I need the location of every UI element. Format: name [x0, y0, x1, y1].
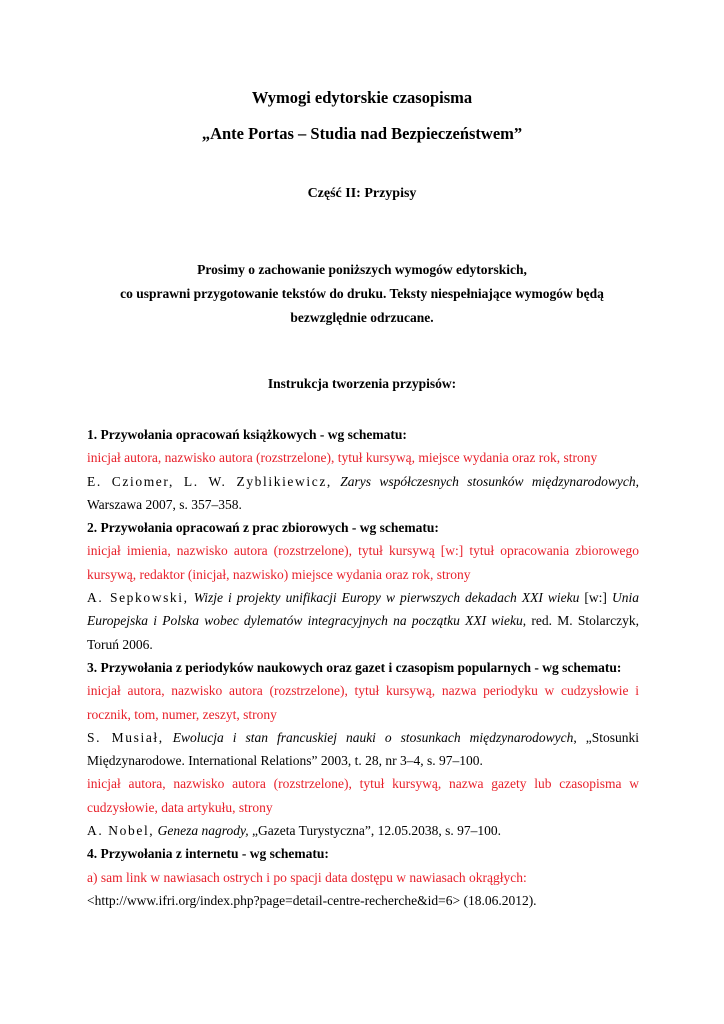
- section-1-example: [87, 470, 639, 517]
- intro-paragraph: [0, 258, 724, 330]
- example-rest: , „Stosunki Międzynarodowe. International Relations” 2003, t. 28, nr 3–4, s. 97–100.: [87, 729, 639, 769]
- example-in: [w:]: [579, 590, 612, 606]
- example-volume: Unia Europejska i Polska wobec dylematów integracyjnych na początku XXI wieku: [87, 590, 639, 629]
- intro-line: co usprawni przygotowanie tekstów do druku. Teksty niespełniające wymogów będą: [120, 286, 604, 301]
- example-title: Wizje i projekty unifikacji Europy w pierwszych dekadach XXI wieku: [193, 590, 580, 606]
- section-3-heading: 3. Przywołania z periodyków naukowych oraz gazet i czasopism popularnych - wg schematu:: [87, 659, 622, 675]
- example-title: Zarys współczesnych stosunków międzynarodowych: [340, 473, 636, 489]
- example-title: Geneza nagrody,: [157, 823, 249, 839]
- example-author: A. Nobel,: [87, 823, 155, 839]
- section-3-rule: inicjał autora, nazwisko autora (rozstrzelone), tytuł kursywą, nazwa periodyku w cudzysłowie i rocznik, tom, numer, zeszyt, strony: [87, 683, 639, 722]
- section-4-rule: a) sam link w nawiasach ostrych i po spacji data dostępu w nawiasach okrągłych:: [87, 869, 527, 885]
- section-1-rule: inicjał autora, nazwisko autora (rozstrzelone), tytuł kursywą, miejsce wydania oraz rok, strony: [87, 450, 598, 466]
- footnote-rules: [87, 423, 639, 912]
- example-author: A. Sepkowski,: [87, 590, 189, 606]
- section-2-example: [87, 586, 639, 656]
- example-rest: , red. M. Stolarczyk, Toruń 2006.: [87, 613, 639, 652]
- example-rest: , Warszawa 2007, s. 357–358.: [87, 473, 639, 512]
- document-title: Wymogi edytorskie czasopisma: [251, 88, 473, 107]
- example-title: Ewolucja i stan francuskiej nauki o stosunkach międzynarodowych: [172, 729, 574, 745]
- section-2-rule: inicjał imienia, nazwisko autora (rozstrzelone), tytuł kursywą [w:] tytuł opracowania zbiorowego kursywą, redaktor (inicjał, nazwisko) miejsce wydania oraz rok, strony: [87, 543, 639, 582]
- intro-line: bezwzględnie odrzucane.: [290, 310, 434, 325]
- example-author: E. Cziomer, L. W. Zyblikiewicz,: [87, 473, 332, 489]
- section-2-heading: 2. Przywołania opracowań z prac zbiorowych - wg schematu:: [87, 520, 439, 536]
- instruction-heading: Instrukcja tworzenia przypisów:: [267, 376, 457, 391]
- section-1-heading: 1. Przywołania opracowań książkowych - wg schematu:: [87, 427, 407, 442]
- part-heading: Część II: Przypisy: [307, 186, 417, 201]
- example-author: S. Musiał,: [87, 729, 164, 745]
- intro-line: Prosimy o zachowanie poniższych wymogów edytorskich,: [197, 262, 527, 277]
- journal-name: „Ante Portas – Studia nad Bezpieczeństwem”: [201, 124, 523, 143]
- section-3-example: [87, 726, 639, 773]
- section-3-example-2: [87, 819, 639, 842]
- section-4-heading: 4. Przywołania z internetu - wg schematu:: [87, 846, 329, 862]
- example-rest: „Gazeta Turystyczna”, 12.05.2038, s. 97–100.: [248, 823, 501, 839]
- section-4-example: <http://www.ifri.org/index.php?page=detail-centre-recherche&id=6> (18.06.2012).: [87, 892, 537, 908]
- section-3-rule-2: inicjał autora, nazwisko autora (rozstrzelone), tytuł kursywą, nazwa gazety lub czasopisma w cudzysłowie, data artykułu, strony: [87, 776, 639, 815]
